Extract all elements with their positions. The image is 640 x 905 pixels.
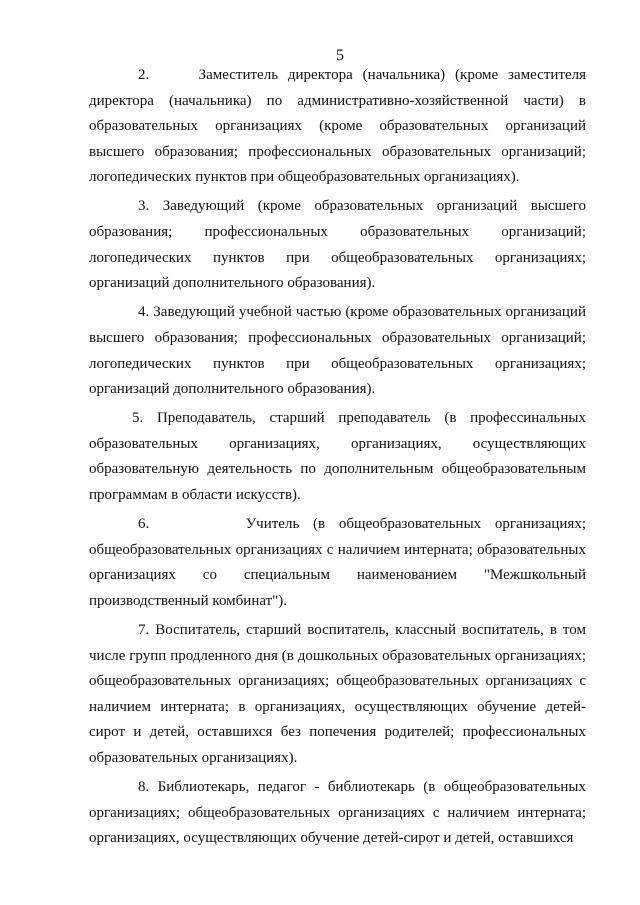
list-item-6: 6. Учитель (в общеобразовательных организациях; общеобразовательных организациях с наличием интерната; образовательных организациях со специальным наименованием "Межшкольный производственный комбинат"). bbox=[89, 516, 586, 609]
page-number: 5 bbox=[336, 47, 344, 64]
list-item-4: 4. Заведующий учебной частью (кроме образовательных организаций высшего образования; профессиональных образовательных организаций; логопедических пунктов при общеобразовательных организациях; организаций дополнительного образования). bbox=[89, 304, 586, 398]
list-item-5: 5. Преподаватель, старший преподаватель (в профессинальных образовательных организациях, организациях, осуществляющих образовательную деятельность по дополнительным общеобразовательным программам в области искусств). bbox=[89, 410, 586, 503]
list-item-7: 7. Воспитатель, старший воспитатель, классный воспитатель, в том числе групп продленного дня (в дошкольных образовательных организациях; общеобразовательных организациях; общеобразовательных организациях с наличием интерната; в организациях, осуществляющих обучение детей-сирот и детей, оставшихся без попечения родителей; профессиональных образовательных организациях). bbox=[89, 621, 586, 766]
list-item-8: 8. Библиотекарь, педагог - библиотекарь (в общеобразовательных организациях; общеобразовательных организациях с наличием интерната; организациях, осуществляющих обучение детей-сирот и детей, оставшихся bbox=[89, 779, 586, 847]
document-body bbox=[89, 63, 586, 855]
list-item-3: 3. Заведующий (кроме образовательных организаций высшего образования; профессиональных образовательных организаций; логопедических пунктов при общеобразовательных организациях; организаций дополнительного образования). bbox=[89, 198, 586, 292]
list-item-2: 2. Заместитель директора (начальника) (кроме заместителя директора (начальника) по административно-хозяйственной части) в образовательных организациях (кроме образовательных организаций высшего образования; профессиональных образовательных организаций; логопедических пунктов при общеобразовательных организациях). bbox=[89, 67, 586, 186]
